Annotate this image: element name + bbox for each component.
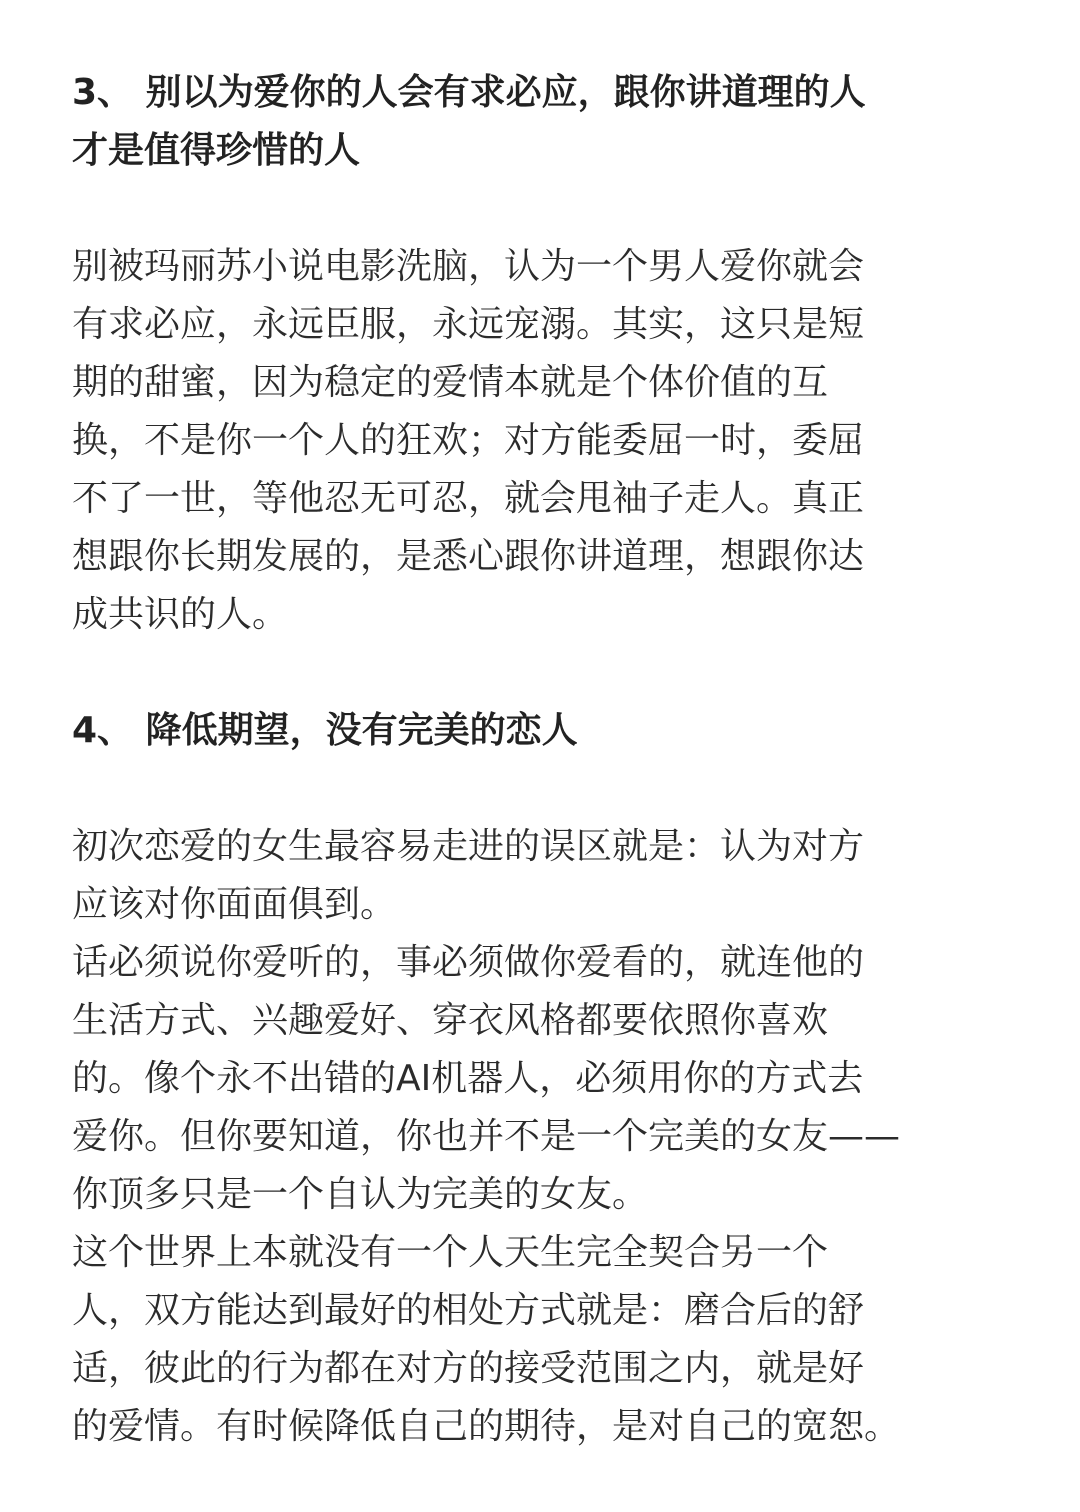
- paragraph-line: 生活方式、兴趣爱好、穿衣风格都要依照你喜欢: [72, 1000, 829, 1041]
- spacer: [72, 180, 1012, 238]
- paragraph-line: 期的甜蜜，因为稳定的爱情本就是个体价值的互: [72, 362, 829, 403]
- paragraph-line: 不了一世，等他忍无可忍，就会甩袖子走人。真正: [72, 478, 865, 519]
- paragraph-line: 爱你。但你要知道，你也并不是一个完美的女友——: [72, 1116, 901, 1157]
- heading-line: 3、 别以为爱你的人会有求必应，跟你讲道理的人: [72, 72, 866, 113]
- paragraph-line: 的。像个永不出错的AI机器人，必须用你的方式去: [72, 1058, 864, 1099]
- spacer: [72, 760, 1012, 818]
- spacer: [72, 644, 1012, 702]
- paragraph-line: 这个世界上本就没有一个人天生完全契合另一个: [72, 1232, 829, 1273]
- paragraph-line: 人，双方能达到最好的相处方式就是：磨合后的舒: [72, 1290, 865, 1331]
- section-3-paragraph: [72, 238, 1012, 644]
- paragraph-line: 话必须说你爱听的，事必须做你爱看的，就连他的: [72, 942, 865, 983]
- paragraph-line: 你顶多只是一个自认为完美的女友。: [72, 1174, 649, 1215]
- paragraph-line: 有求必应，永远臣服，永远宠溺。其实，这只是短: [72, 304, 865, 345]
- article-body: [72, 64, 1012, 1456]
- paragraph-line: 想跟你长期发展的，是悉心跟你讲道理，想跟你达: [72, 536, 865, 577]
- section-3-heading: [72, 64, 1012, 180]
- section-4-heading: [72, 702, 1012, 760]
- paragraph-line: 别被玛丽苏小说电影洗脑，认为一个男人爱你就会: [72, 246, 865, 287]
- section-4-paragraph-1: [72, 818, 1012, 934]
- paragraph-line: 应该对你面面俱到。: [72, 884, 397, 925]
- section-4-paragraph-2: [72, 934, 1012, 1224]
- paragraph-line: 适，彼此的行为都在对方的接受范围之内，就是好: [72, 1348, 865, 1389]
- section-4-paragraph-3: [72, 1224, 1012, 1456]
- paragraph-line: 的爱情。有时候降低自己的期待，是对自己的宽恕。: [72, 1406, 901, 1447]
- paragraph-line: 初次恋爱的女生最容易走进的误区就是：认为对方: [72, 826, 865, 867]
- paragraph-line: 换，不是你一个人的狂欢；对方能委屈一时，委屈: [72, 420, 865, 461]
- heading-line: 才是值得珍惜的人: [72, 130, 361, 171]
- heading-line: 4、 降低期望，没有完美的恋人: [72, 710, 578, 751]
- paragraph-line: 成共识的人。: [72, 594, 289, 635]
